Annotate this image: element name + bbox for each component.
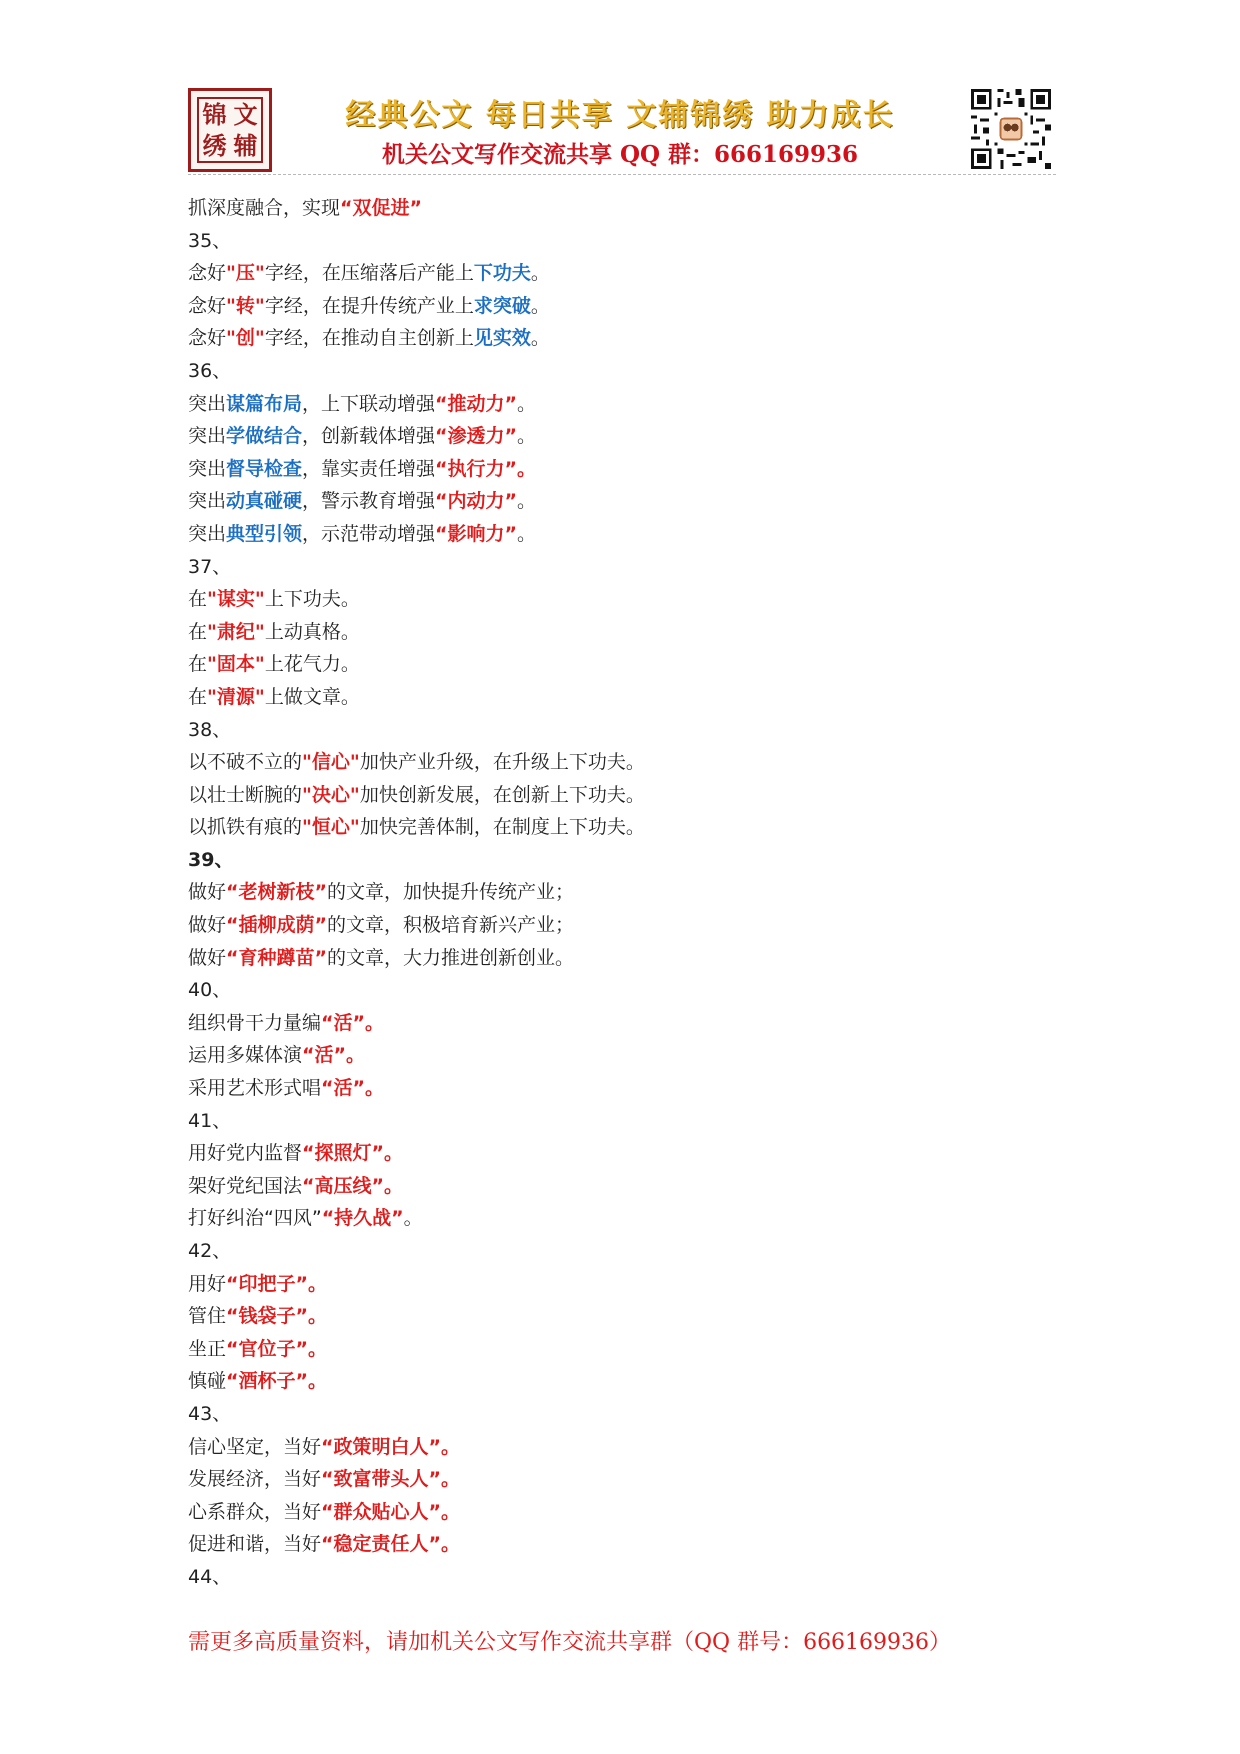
line-text: 。 bbox=[403, 1207, 423, 1230]
line-text: 念好 bbox=[188, 262, 227, 285]
line-text: 突出 bbox=[188, 490, 227, 513]
line-text: 做好 bbox=[188, 881, 227, 904]
text-line bbox=[188, 1333, 1048, 1366]
text-line bbox=[188, 1235, 1048, 1268]
header-qq-group: 机关公文写作交流共享 QQ 群：666169936 bbox=[381, 141, 859, 168]
line-text: 打好纠治“四风” bbox=[188, 1207, 322, 1230]
red-highlight-text: “活”。 bbox=[321, 1011, 384, 1034]
red-highlight-text: “群众贴心人”。 bbox=[321, 1500, 460, 1523]
red-highlight-text: "压" bbox=[226, 262, 265, 285]
red-highlight-text: “活”。 bbox=[321, 1077, 384, 1100]
line-text: 心系群众，当好 bbox=[188, 1500, 322, 1523]
blue-highlight-text: 督导检查 bbox=[226, 457, 303, 480]
line-text: 组织骨干力量编 bbox=[188, 1011, 322, 1034]
red-highlight-text: “官位子”。 bbox=[226, 1337, 327, 1360]
line-text: 加快创新发展，在创新上下功夫。 bbox=[359, 783, 645, 806]
blue-highlight-text: 典型引领 bbox=[226, 522, 303, 545]
line-text: 加快完善体制，在制度上下功夫。 bbox=[359, 816, 645, 839]
line-text: 的文章，大力推进创新创业。 bbox=[327, 946, 575, 969]
text-line bbox=[188, 388, 1048, 421]
line-text: 慎碰 bbox=[188, 1370, 227, 1393]
line-text: 35、 bbox=[188, 229, 232, 252]
line-text: 41、 bbox=[188, 1109, 232, 1132]
text-line bbox=[188, 485, 1048, 518]
line-text: 信心坚定，当好 bbox=[188, 1435, 322, 1458]
line-text: ，靠实责任增强 bbox=[302, 457, 436, 480]
line-text: 管住 bbox=[188, 1305, 227, 1328]
line-text: 42、 bbox=[188, 1240, 232, 1262]
text-line bbox=[188, 1268, 1048, 1301]
line-text: 。 bbox=[530, 262, 550, 285]
red-highlight-text: "决心" bbox=[302, 783, 360, 806]
red-highlight-text: “影响力” bbox=[435, 522, 518, 545]
line-text: 促进和谐，当好 bbox=[188, 1533, 322, 1556]
line-text: 发展经济，当好 bbox=[188, 1468, 322, 1491]
line-text: 以抓铁有痕的 bbox=[188, 816, 303, 839]
line-text: 在 bbox=[188, 588, 208, 611]
line-text: 43、 bbox=[188, 1402, 232, 1425]
line-text: ，上下联动增强 bbox=[302, 392, 436, 415]
text-line bbox=[188, 1496, 1048, 1529]
text-line bbox=[188, 257, 1048, 290]
line-text: 突出 bbox=[188, 392, 227, 415]
seal-logo-inner bbox=[197, 97, 263, 163]
red-highlight-text: “探照灯”。 bbox=[302, 1142, 403, 1165]
line-text: 上花气力。 bbox=[264, 653, 360, 676]
header-slogan: 经典公文 每日共享 文辅锦绣 助力成长 bbox=[345, 98, 895, 133]
seal-char: 文 bbox=[233, 99, 258, 129]
text-line bbox=[188, 322, 1048, 355]
line-text: ，示范带动增强 bbox=[302, 522, 436, 545]
line-text: 的文章，加快提升传统产业； bbox=[327, 881, 575, 904]
text-line bbox=[188, 1365, 1048, 1398]
text-line bbox=[188, 1202, 1048, 1235]
red-highlight-text: "转" bbox=[226, 294, 265, 317]
red-highlight-text: "创" bbox=[226, 327, 265, 350]
red-highlight-text: “酒杯子”。 bbox=[226, 1370, 327, 1393]
red-highlight-text: "恒心" bbox=[302, 816, 360, 839]
text-line bbox=[188, 681, 1048, 714]
line-text: ，警示教育增强 bbox=[302, 490, 436, 513]
line-text: 架好党纪国法 bbox=[188, 1174, 303, 1197]
text-line bbox=[188, 1072, 1048, 1105]
blue-highlight-text: 谋篇布局 bbox=[226, 392, 303, 415]
text-line bbox=[188, 192, 1048, 225]
text-line bbox=[188, 1039, 1048, 1072]
line-text: 字经，在推动自主创新上 bbox=[264, 327, 474, 350]
red-highlight-text: “插柳成荫” bbox=[226, 914, 327, 937]
seal-logo bbox=[188, 88, 272, 172]
line-text: 。 bbox=[517, 425, 537, 448]
line-text: 39、 bbox=[188, 848, 234, 871]
line-text: 抓深度融合，实现 bbox=[188, 197, 341, 219]
line-text: 以不破不立的 bbox=[188, 751, 303, 774]
line-text: 采用艺术形式唱 bbox=[188, 1077, 322, 1100]
line-text: 做好 bbox=[188, 946, 227, 969]
red-highlight-text: "肃纪" bbox=[207, 620, 265, 643]
seal-char: 辅 bbox=[233, 130, 258, 160]
blue-highlight-text: 学做结合 bbox=[226, 425, 303, 448]
text-line bbox=[188, 779, 1048, 812]
line-text: 做好 bbox=[188, 914, 227, 937]
text-line bbox=[188, 1561, 1048, 1594]
red-highlight-text: "固本" bbox=[207, 653, 265, 676]
line-text: 44、 bbox=[188, 1565, 232, 1588]
text-line bbox=[188, 290, 1048, 323]
text-line bbox=[188, 909, 1048, 942]
footer-note: 需更多高质量资料，请加机关公文写作交流共享群（QQ 群号：666169936） bbox=[188, 1630, 952, 1655]
red-highlight-text: “渗透力” bbox=[435, 425, 518, 448]
seal-char: 锦 bbox=[202, 99, 227, 129]
line-text: 的文章，积极培育新兴产业； bbox=[327, 914, 575, 937]
line-text: 突出 bbox=[188, 522, 227, 545]
text-line bbox=[188, 844, 1048, 877]
page-header bbox=[188, 86, 1056, 175]
line-text: 用好党内监督 bbox=[188, 1142, 303, 1165]
text-line bbox=[188, 1528, 1048, 1561]
text-line bbox=[188, 1431, 1048, 1464]
text-line bbox=[188, 1170, 1048, 1203]
red-highlight-text: “稳定责任人”。 bbox=[321, 1533, 460, 1556]
text-line bbox=[188, 746, 1048, 779]
red-highlight-text: “政策明白人”。 bbox=[321, 1435, 460, 1458]
line-text: 在 bbox=[188, 620, 208, 643]
line-text: ，创新载体增强 bbox=[302, 425, 436, 448]
qr-code-icon bbox=[968, 86, 1054, 172]
red-highlight-text: “致富带头人”。 bbox=[321, 1468, 460, 1491]
line-text: 36、 bbox=[188, 359, 232, 382]
line-text: 38、 bbox=[188, 718, 232, 741]
text-line bbox=[188, 648, 1048, 681]
line-text: 。 bbox=[517, 490, 537, 513]
document-body bbox=[188, 192, 1048, 1594]
blue-highlight-text: 见实效 bbox=[473, 327, 531, 350]
text-line bbox=[188, 616, 1048, 649]
line-text: 。 bbox=[530, 294, 550, 317]
line-text: 加快产业升级，在升级上下功夫。 bbox=[359, 751, 645, 774]
line-text: 。 bbox=[517, 392, 537, 415]
line-text: 上动真格。 bbox=[264, 620, 360, 643]
line-text: 字经，在压缩落后产能上 bbox=[264, 262, 474, 285]
red-highlight-text: “双促进” bbox=[340, 197, 422, 219]
text-line bbox=[188, 1300, 1048, 1333]
red-highlight-text: “印把子”。 bbox=[226, 1272, 327, 1295]
line-text: 运用多媒体演 bbox=[188, 1044, 303, 1067]
text-line bbox=[188, 355, 1048, 388]
line-text: 突出 bbox=[188, 425, 227, 448]
red-highlight-text: “老树新枝” bbox=[226, 881, 327, 904]
line-text: 上下功夫。 bbox=[264, 588, 360, 611]
line-text: 在 bbox=[188, 685, 208, 708]
line-text: 念好 bbox=[188, 294, 227, 317]
red-highlight-text: "信心" bbox=[302, 751, 360, 774]
text-line bbox=[188, 225, 1048, 258]
text-line bbox=[188, 942, 1048, 975]
red-highlight-text: "清源" bbox=[207, 685, 265, 708]
red-highlight-text: “育种蹲苗” bbox=[226, 946, 327, 969]
line-text: 字经，在提升传统产业上 bbox=[264, 294, 474, 317]
line-text: 坐正 bbox=[188, 1337, 227, 1360]
red-highlight-text: “推动力” bbox=[435, 392, 518, 415]
red-highlight-text: “持久战” bbox=[321, 1207, 404, 1230]
red-highlight-text: “钱袋子”。 bbox=[226, 1305, 327, 1328]
text-line bbox=[188, 1007, 1048, 1040]
text-line bbox=[188, 1463, 1048, 1496]
line-text: 用好 bbox=[188, 1272, 227, 1295]
line-text: 。 bbox=[530, 327, 550, 350]
line-text: 念好 bbox=[188, 327, 227, 350]
text-line bbox=[188, 1105, 1048, 1138]
blue-highlight-text: 下功夫 bbox=[473, 262, 531, 285]
line-text: 上做文章。 bbox=[264, 685, 360, 708]
blue-highlight-text: 求突破 bbox=[473, 294, 531, 317]
line-text: 40、 bbox=[188, 979, 232, 1002]
red-highlight-text: “高压线”。 bbox=[302, 1174, 403, 1197]
text-line bbox=[188, 974, 1048, 1007]
text-line bbox=[188, 714, 1048, 747]
text-line bbox=[188, 811, 1048, 844]
line-text: 37、 bbox=[188, 555, 232, 578]
text-line bbox=[188, 1137, 1048, 1170]
line-text: 以壮士断腕的 bbox=[188, 783, 303, 806]
line-text: 突出 bbox=[188, 457, 227, 480]
line-text: 在 bbox=[188, 653, 208, 676]
red-highlight-text: “内动力” bbox=[435, 490, 518, 513]
text-line bbox=[188, 551, 1048, 584]
red-highlight-text: “执行力”。 bbox=[435, 457, 537, 480]
text-line bbox=[188, 453, 1048, 486]
red-highlight-text: "谋实" bbox=[207, 588, 265, 611]
text-line bbox=[188, 518, 1048, 551]
seal-char: 绣 bbox=[202, 130, 227, 160]
red-highlight-text: “活”。 bbox=[302, 1044, 365, 1067]
text-line bbox=[188, 876, 1048, 909]
blue-highlight-text: 动真碰硬 bbox=[226, 490, 303, 513]
text-line bbox=[188, 420, 1048, 453]
text-line bbox=[188, 583, 1048, 616]
line-text: 。 bbox=[517, 522, 537, 545]
text-line bbox=[188, 1398, 1048, 1431]
